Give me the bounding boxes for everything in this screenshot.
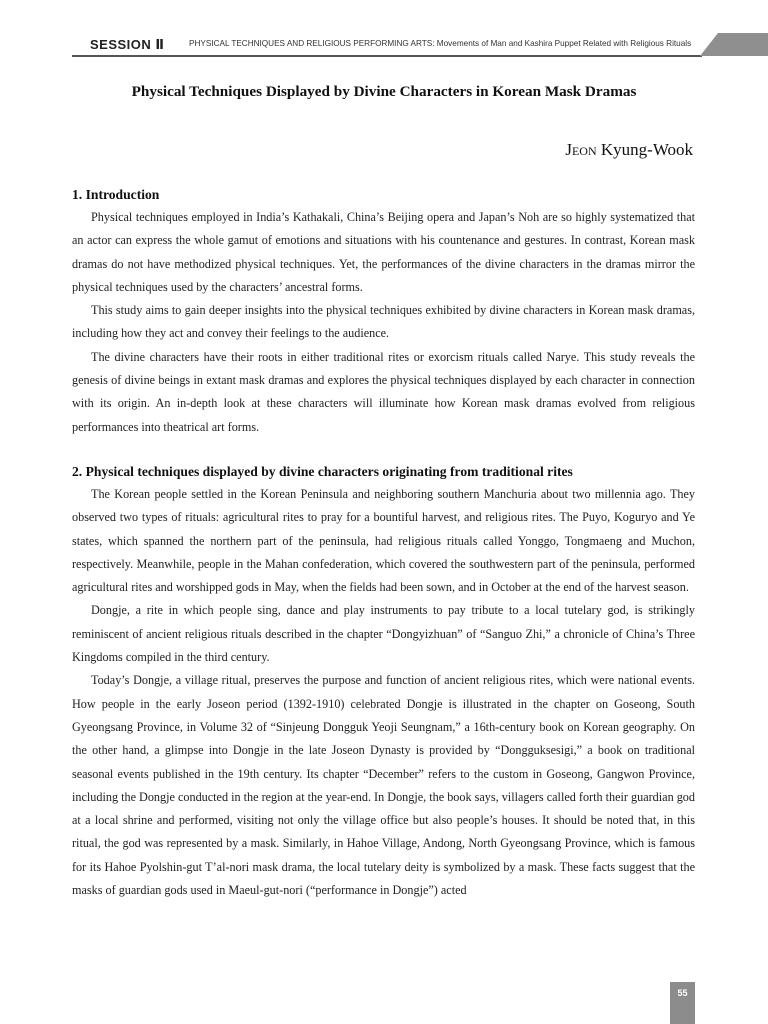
- paper-title: Physical Techniques Displayed by Divine Characters in Korean Mask Dramas: [131, 83, 637, 100]
- page-number: 55: [670, 982, 695, 1024]
- paragraph: Dongje, a rite in which people sing, dance and play instruments to pay tribute to a local tutelary god, is strikingly reminiscent of ancient religious rituals described in the chapter “Dongyizhuan” of “Sanguo Zhi,” a chronicle of China’s Three Kingdoms compiled in the third century.: [72, 603, 695, 665]
- paragraph: This study aims to gain deeper insights into the physical techniques exhibited by divine characters in Korean mask dramas, including how they act and convey their feelings to the audience.: [72, 303, 695, 341]
- section-heading-introduction: 1. Introduction: [72, 187, 160, 202]
- author-given-name: Kyung-Wook: [600, 140, 693, 159]
- header-tab: [700, 33, 768, 56]
- article-body: [72, 184, 695, 902]
- running-header: [0, 33, 768, 57]
- section-heading-traditional-rites: 2. Physical techniques displayed by divine characters originating from traditional rites: [72, 463, 573, 479]
- paragraph: Today’s Dongje, a village ritual, preserves the purpose and function of ancient religious rites, which were national events. How people in the early Joseon period (1392-1910) celebrated Dongje is illustrated in the chapter on Goseong, South Gyeongsang Province, in Volume 32 of “Sinjeung Dongguk Yeoji Seungnam,” a 16th-century book on Korean geography. On the other hand, a glimpse into Dongje in the late Joseon Dynasty is provided by “Dongguksesigi,” a book on traditional seasonal events published in the 19th century. Its chapter “December” refers to the custom in Goseong, Gangwon Province, including the Dongje conducted in the region at the year-end. In Dongje, the book says, villagers called forth their guardian god at a local shrine and performed, visiting not only the village office but also people’s houses. It should be noted that, in this ritual, the god was represented by a mask. Similarly, in Hahoe Village, Andong, North Gyeongsang Province, which is famous for its Hahoe Pyolshin-gut T’al-nori mask drama, the local tutelary deity is symbolized by a mask. These facts suggest that the masks of guardian gods used in Maeul-gut-nori (“performance in Dongje”) acted: [72, 673, 695, 898]
- paragraph: The divine characters have their roots in either traditional rites or exorcism rituals called Narye. This study reveals the genesis of divine beings in extant mask dramas and explores the physical techniques displayed by each character in connection with its origin. An in-depth look at these characters will illuminate how Korean mask dramas evolved from religious performances into theatrical art forms.: [72, 349, 695, 434]
- header-rule: [72, 55, 702, 57]
- session-label: SESSION Ⅱ: [90, 37, 165, 52]
- paragraph: The Korean people settled in the Korean Peninsula and neighboring southern Manchuria about two millennia ago. They observed two types of rituals: agricultural rites to pray for a bountiful harvest, and religious rites. The Puyo, Koguryo and Ye states, which spanned the northern part of the peninsula, had religious rituals called Yonggo, Tongmaeng and Muchon, respectively. Meanwhile, people in the Mahan confederation, which covered the southwestern part of the peninsula, performed agricultural rites and worshipped gods in May, when the fields had been sown, and in October at the end of the harvest season.: [72, 486, 695, 595]
- author: [565, 140, 693, 160]
- running-title: PHYSICAL TECHNIQUES AND RELIGIOUS PERFORMING ARTS: Movements of Man and Kashira Puppet Related with Religious Rituals: [189, 39, 692, 48]
- author-family-name: Jeon: [565, 140, 597, 159]
- paragraph: Physical techniques employed in India’s Kathakali, China’s Beijing opera and Japan’s Noh are so highly systematized that an actor can express the whole gamut of emotions and situations with his countenance and gestures. In contrast, Korean mask dramas do not have methodized physical techniques. Yet, the performances of the divine characters in the dramas mirror the physical techniques used by the characters’ ancestral forms.: [72, 210, 695, 294]
